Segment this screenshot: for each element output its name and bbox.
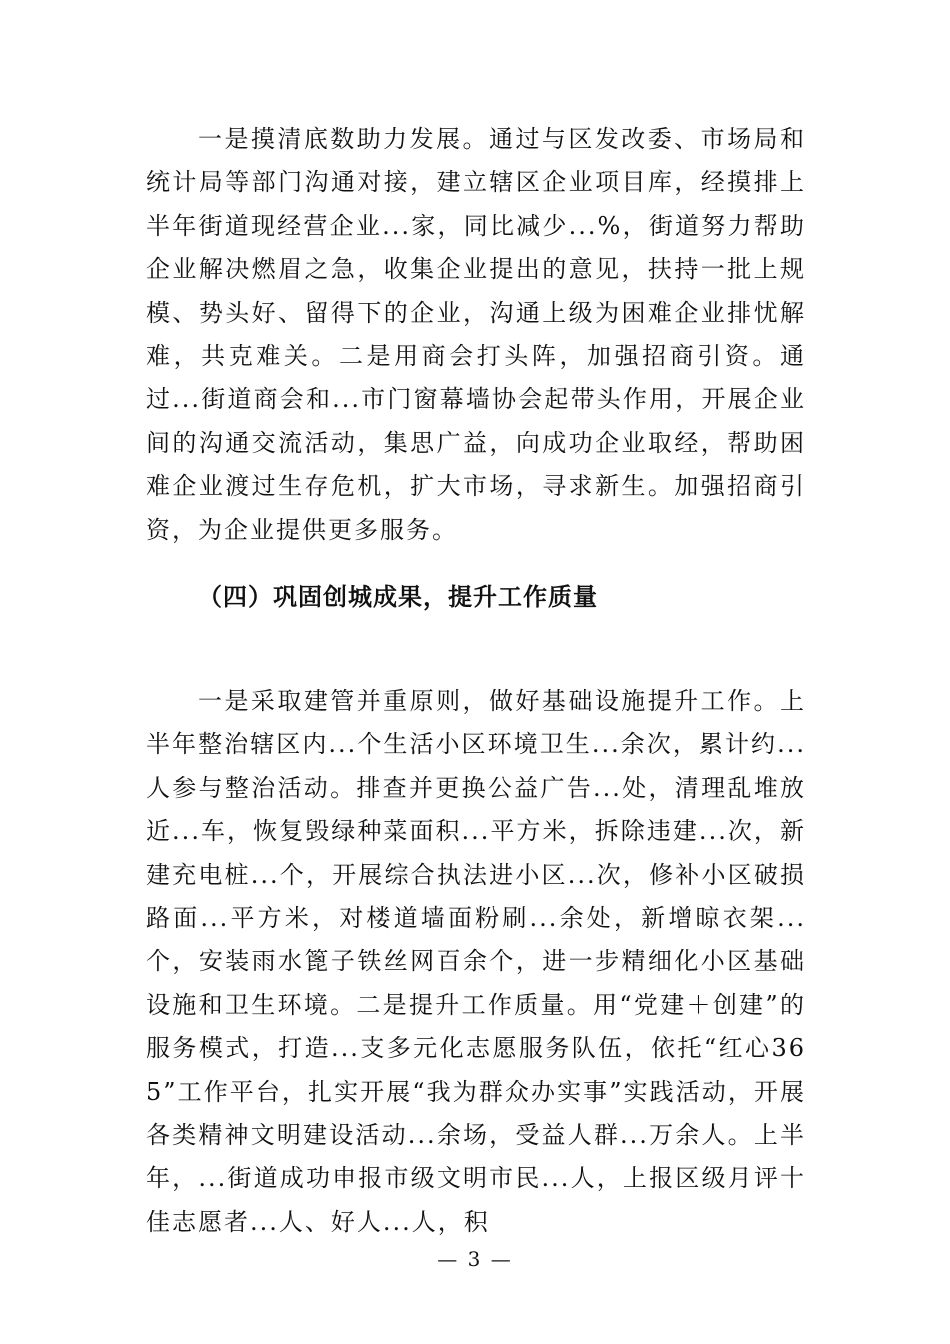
section-heading: （四）巩固创城成果，提升工作质量 [198,582,598,611]
page-number: — 3 — [437,1247,513,1271]
body-paragraph-economy: 一是摸清底数助力发展。通过与区发改委、市场局和统计局等部门沟通对接，建立辖区企业项目库，经摸排上半年街道现经营企业...家，同比减少...%，街道努力帮助企业解决燃眉之急，收集企业提出的意见，扶持一批上规模、势头好、留得下的企业，沟通上级为困难企业排忧解难，共克难关。二是用商会打头阵，加强招商引资。通过...街道商会和...市门窗幕墙协会起带头作用，开展企业间的沟通交流活动，集思广益，向成功企业取经，帮助困难企业渡过生存危机，扩大市场，寻求新生。加强招商引资，为企业提供更多服务。 [146,125,806,544]
body-paragraph-civilization: 一是采取建管并重原则，做好基础设施提升工作。上半年整治辖区内...个生活小区环境卫生...余次，累计约...人参与整治活动。排查并更换公益广告...处，清理乱堆放近...车，恢复毁绿种菜面积...平方米，拆除违建...次，新建充电桩...个，开展综合执法进小区...次，修补小区破损路面...平方米，对楼道墙面粉刷...余处，新增晾衣架...个，安装雨水篦子铁丝网百余个，进一步精细化小区基础设施和卫生环境。二是提升工作质量。用“党建＋创建”的服务模式，打造...支多元化志愿服务队伍，依托“红心365”工作平台，扎实开展“我为群众办实事”实践活动，开展各类精神文明建设活动...余场，受益人群...万余人。上半年，...街道成功申报市级文明市民...人，上报区级月评十佳志愿者...人、好人...人，积 [146,687,806,1236]
